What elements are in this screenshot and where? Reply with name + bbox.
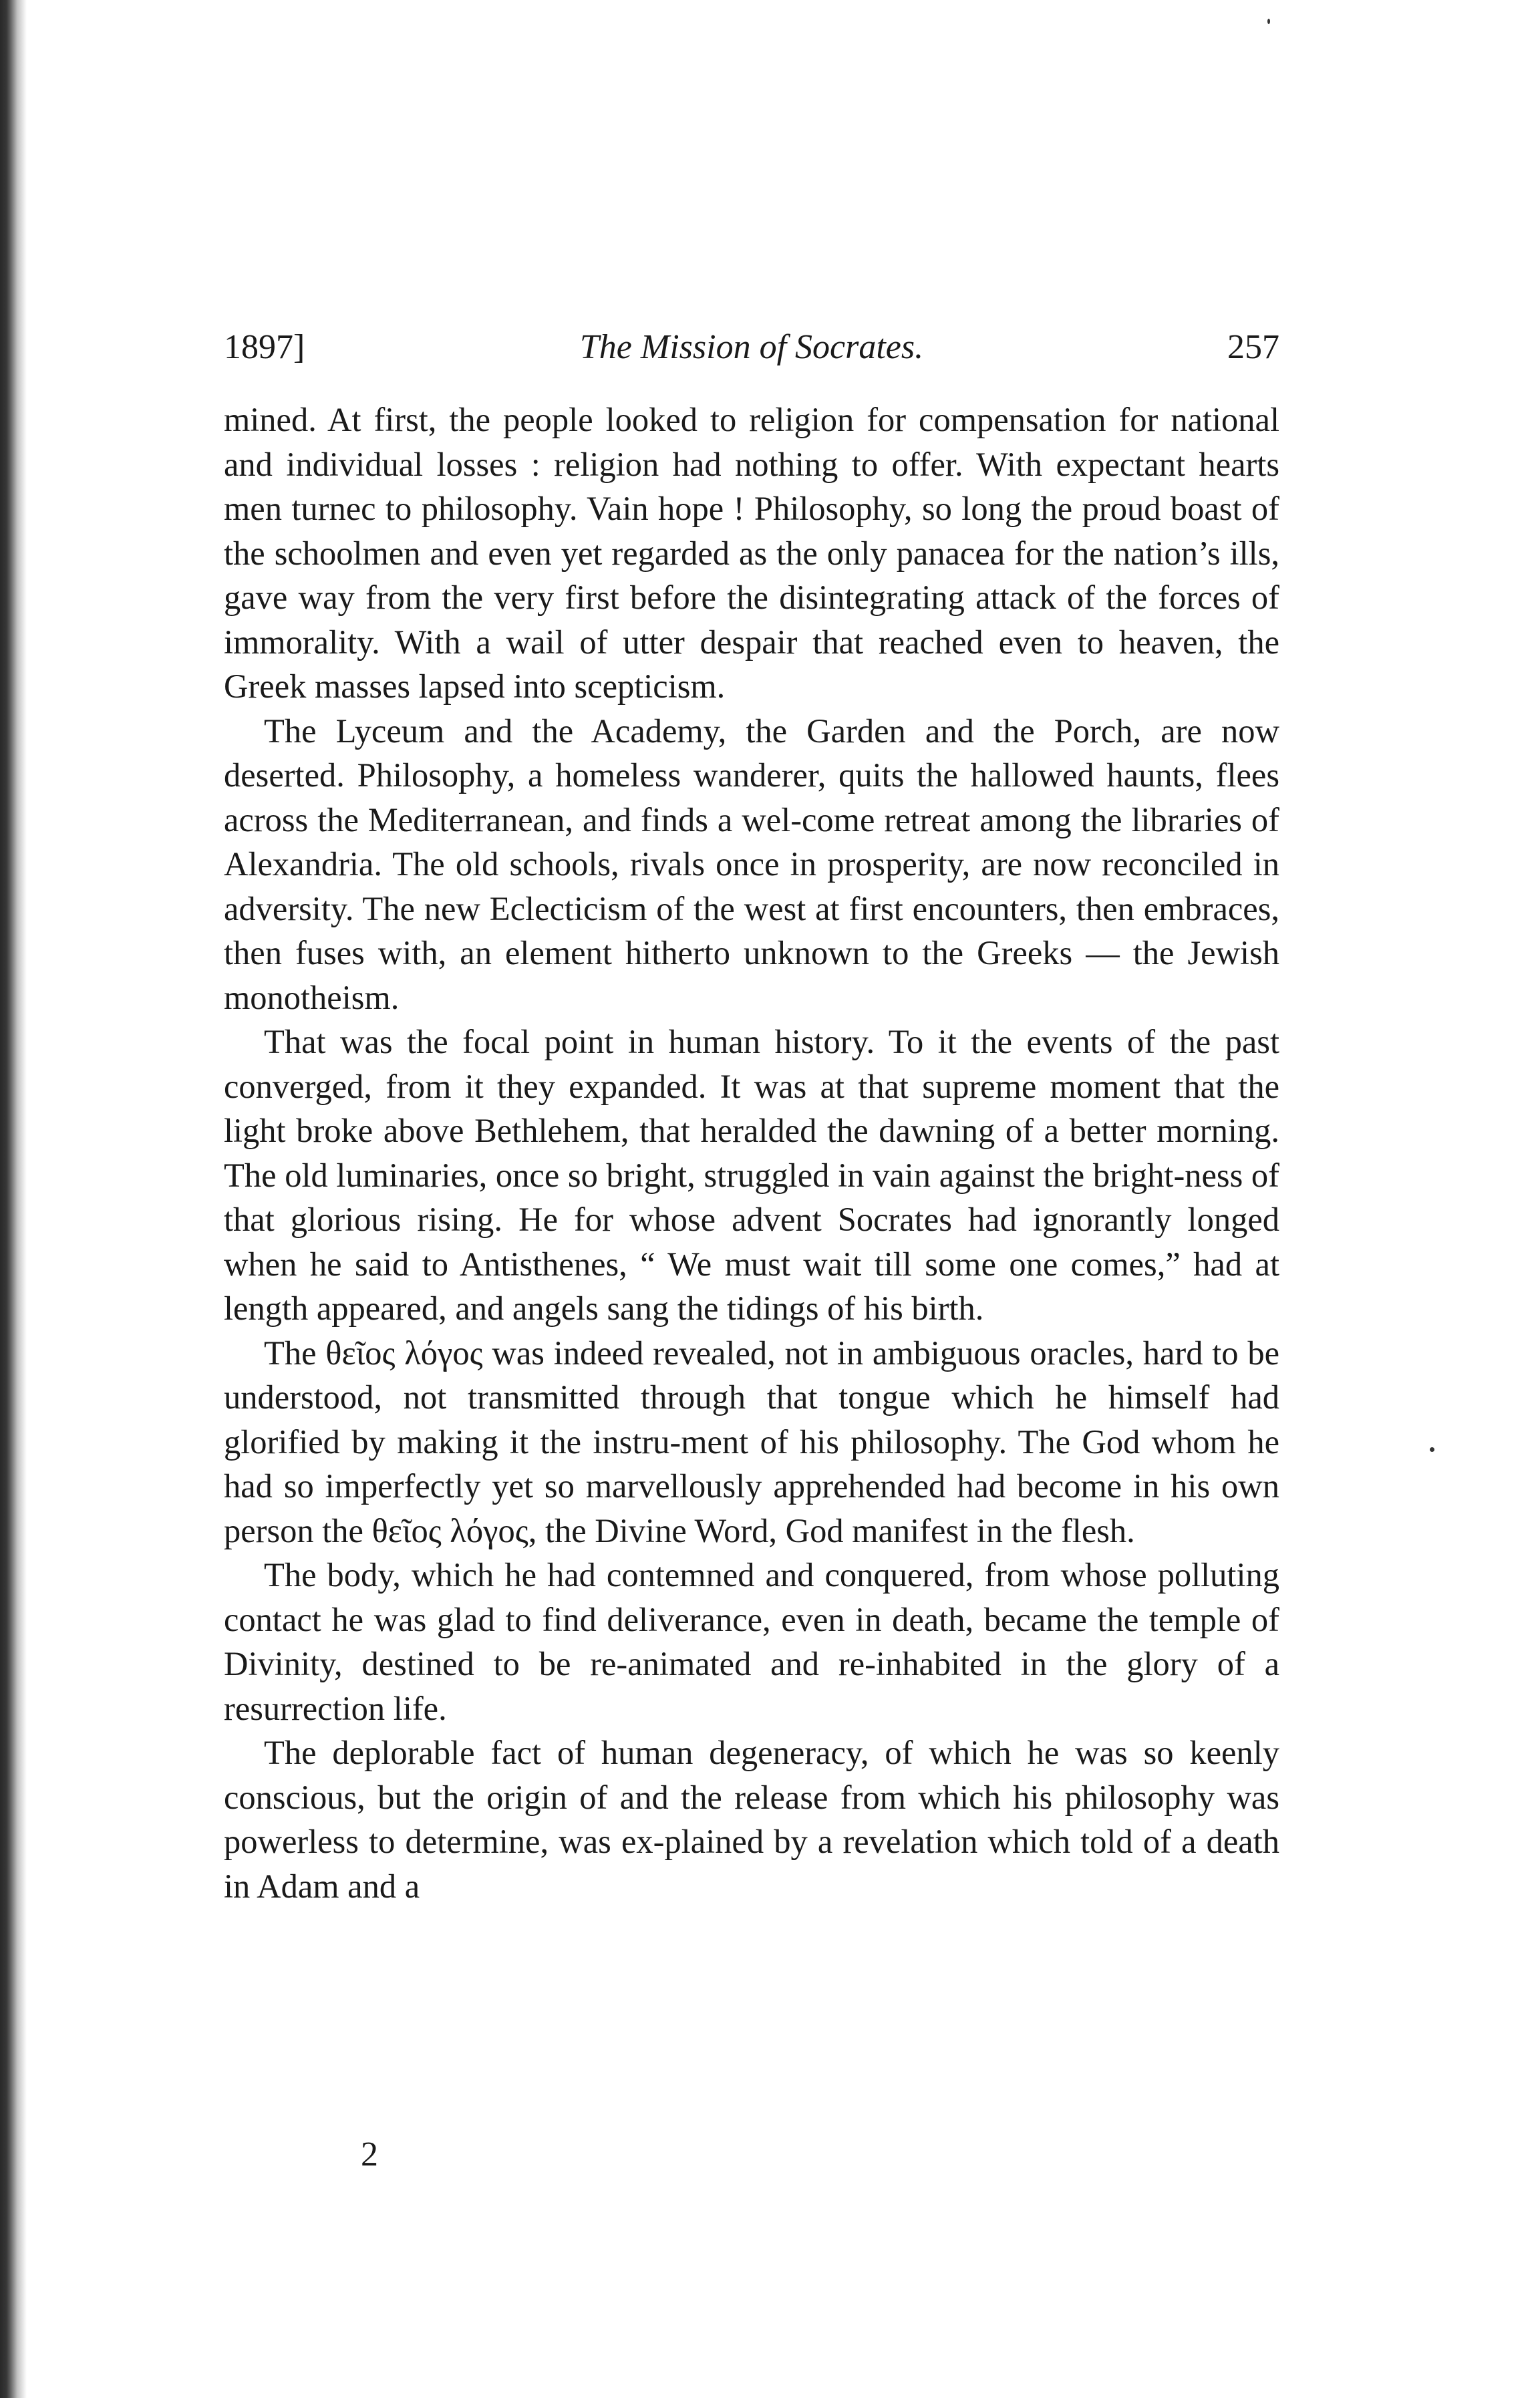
signature-mark: 2 [361, 2135, 378, 2174]
page-binding-edge [0, 0, 40, 2398]
paragraph: That was the focal point in human history. To it the events of the past converged, from it they expanded. It was at that supreme moment that the light broke above Bethlehem, that heralded the dawning of a better morning. The old luminaries, once so bright, struggled in vain against the bright-ness of that glorious rising. He for whose advent Socrates had ignorantly longed when he said to Antisthenes, “ We must wait till some one comes,” had at length appeared, and angels sang the tidings of his birth. [224, 1023, 1279, 1327]
paragraph: The deplorable fact of human degeneracy, of which he was so keenly conscious, but the origin of and the release from which his philosophy was powerless to determine, was ex-plained by a revelation which told of a death in Adam and a [224, 1734, 1279, 1905]
header-year: 1897] [224, 328, 305, 366]
running-head [224, 327, 1279, 374]
paragraph: mined. At first, the people looked to religion for compensation for national and individual losses : religion had nothing to offer. With expectant hearts men turnec to philosophy. Vain hope ! Philosophy, so long the proud boast of the schoolmen and even yet regarded as the only panacea for the nation’s ills, gave way from the very first before the disintegrating attack of the forces of immorality. With a wail of utter despair that reached even to heaven, the Greek masses lapsed into scepticism. [224, 401, 1279, 705]
margin-speck [1430, 1447, 1434, 1452]
paragraph: The θεῖος λόγος was indeed revealed, not in ambiguous oracles, hard to be understood, not transmitted through that tongue which he himself had glorified by making it the instru-ment of his philosophy. The God whom he had so imperfectly yet so marvellously apprehended had become in his own person the θεῖος λόγος, the Divine Word, God manifest in the flesh. [224, 1334, 1279, 1549]
margin-speck [1267, 19, 1270, 24]
paragraph: The Lyceum and the Academy, the Garden and the Porch, are now deserted. Philosophy, a homeless wanderer, quits the hallowed haunts, flees across the Mediterranean, and finds a wel-come retreat among the libraries of Alexandria. The old schools, rivals once in prosperity, are now reconciled in adversity. The new Eclecticism of the west at first encounters, then embraces, then fuses with, an element hitherto unknown to the Greeks — the Jewish monotheism. [224, 712, 1279, 1016]
header-title: The Mission of Socrates. [579, 328, 924, 366]
page-number: 257 [1227, 328, 1279, 366]
body-text [224, 398, 1279, 1908]
paragraph: The body, which he had contemned and conquered, from whose polluting contact he was glad to find deliverance, even in death, became the temple of Divinity, destined to be re-animated and re-inhabited in the glory of a resurrection life. [224, 1556, 1279, 1727]
